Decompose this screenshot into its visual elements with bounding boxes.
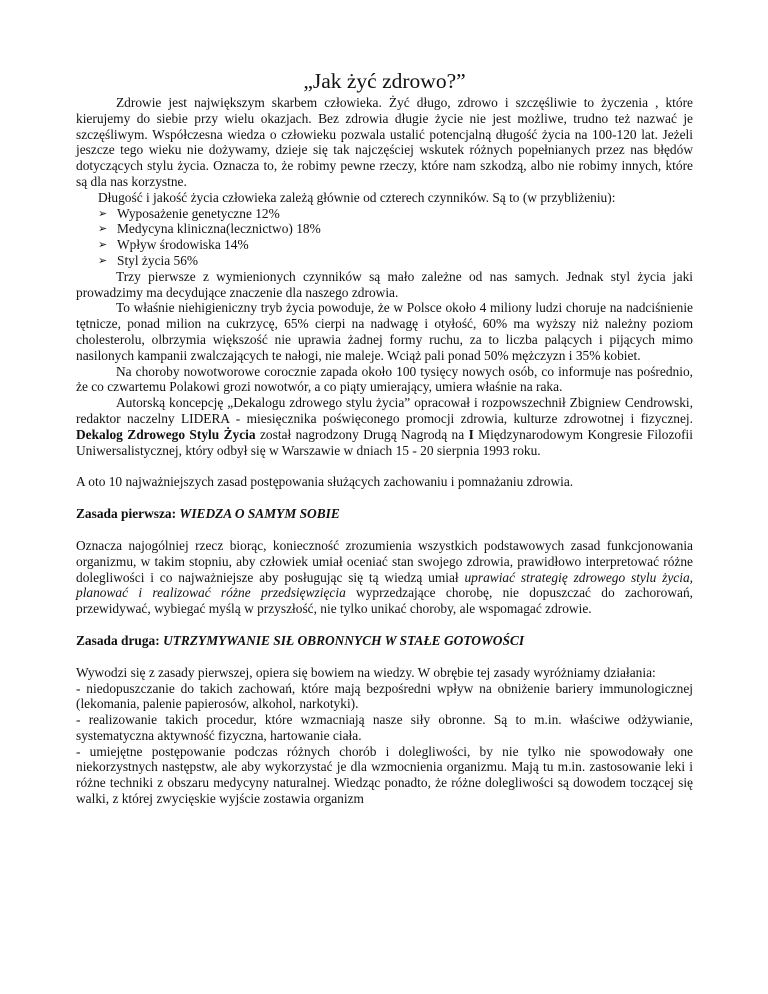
arrow-bullet-icon: ➢: [98, 253, 108, 267]
rule-2-item-2: - realizowanie takich procedur, które wzmacniają nasze siły obronne. Są to m.in. właściwe odżywianie, systematyczna aktywność fizyczna, hartowanie ciała.: [76, 712, 693, 743]
factors-list: [76, 206, 693, 269]
page-title: „Jak żyć zdrowo?”: [303, 69, 466, 93]
rule-1-text: Oznacza najogólniej rzecz biorąc, konieczność zrozumienia wszystkich podstawowych zasad funkcjonowania organizmu, w takim stopniu, aby człowiek umiał oceniać stan swojego zdrowia, prawidłowo interpretować różne dolegliwości i co najważniejsze aby posługując się tą wiedzą umiał uprawiać strategię zdrowego stylu życia, planować i realizować różne przedsięwzięcia wyprzedzające chorobę, nie dopuszczać do zachorowań, przewidywać, wybiegać myślą w przyszłość, nie tylko unikać choroby, ale wspomagać zdrowie.: [76, 537, 693, 617]
list-item: ➢ Wpływ środowiska 14%: [98, 237, 249, 253]
rule-2-item-1: - niedopuszczanie do takich zachowań, które mają bezpośredni wpływ na obniżenie bariery immunologicznej (lekomania, palenie papierosów, alkohol, narkotyki).: [76, 680, 693, 712]
rule-1-heading: Zasada pierwsza: WIEDZA O SAMYM SOBIE: [76, 506, 340, 522]
arrow-bullet-icon: ➢: [98, 222, 108, 236]
list-item: ➢ Styl życia 56%: [98, 252, 199, 268]
rule-2-item-3: - umiejętne postępowanie podczas różnych chorób i dolegliwości, by nie tylko nie spowodowały one niekorzystnych następstw, ale aby wykorzystać je dla wzmocnienia organizmu. Mają tu m.in. zastosowanie leki i różne techniki z obszaru medycyny naturalnej. Wiedząc ponadto, że różne dolegliwości są dowodem toczącej się walki, z której zwycięskie wyjście zostawia organizm: [76, 743, 693, 807]
intro-paragraph-5: Na choroby nowotworowe corocznie zapada około 100 tysięcy nowych osób, co informuje nas pośrednio, że co czwartemu Polakowi grozi nowotwór, a co piąty umierający, umiera właśnie na raka.: [76, 363, 693, 395]
rule-2-heading: Zasada druga: UTRZYMYWANIE SIŁ OBRONNYCH W STAŁE GOTOWOŚCI: [76, 632, 525, 648]
intro-paragraph-6: Autorską koncepcję „Dekalogu zdrowego stylu życia” opracował i rozpowszechnił Zbigniew Cendrowski, redaktor naczelny LIDERA - miesięcznika poświęconego promocji zdrowia, kulturze zdrowotnej i fizycznej. Dekalog Zdrowego Stylu Życia został nagrodzony Drugą Nagrodą na I Międzynarodowym Kongresie Filozofii Uniwersalistycznej, który odbył się w Warszawie w dniach 15 - 20 sierpnia 1993 roku.: [76, 395, 693, 458]
dekalog-title: Dekalog Zdrowego Stylu Życia: [76, 426, 256, 442]
list-item: ➢ Wyposażenie genetyczne 12%: [98, 205, 280, 221]
intro-paragraph-3: Trzy pierwsze z wymienionych czynników są mało zależne od nas samych. Jednak styl życia jaki prowadzimy ma decydujące znaczenie dla naszego zdrowia.: [76, 268, 693, 300]
arrow-bullet-icon: ➢: [98, 206, 108, 220]
rules-intro: A oto 10 najważniejszych zasad postępowania służących zachowaniu i pomnażaniu zdrowia.: [76, 474, 574, 490]
intro-paragraph-2: Długość i jakość życia człowieka zależą głównie od czterech czynników. Są to (w przybliżeniu):: [98, 189, 616, 205]
intro-paragraph-1: Zdrowie jest największym skarbem człowieka. Żyć długo, zdrowo i szczęśliwie to życzenia , które kierujemy do siebie przy wielu okazjach. Bez zdrowia długie życie nie jest możliwe, trudno też nazwać je szczęśliwym. Współczesna wiedza o człowieku pozwala ustalić potencjalną długość życia na 100-120 lat. Jeżeli jeszcze tego wieku nie dożywamy, dzieje się tak najczęściej wskutek różnych popełnianych przez nas błędów dotyczących stylu życia. Oznacza to, że robimy pewne rzeczy, które nam szkodzą, albo nie robimy innych, które są dla nas korzystne.: [76, 95, 693, 189]
list-item: ➢ Medycyna kliniczna(lecznictwo) 18%: [98, 221, 321, 237]
arrow-bullet-icon: ➢: [98, 238, 108, 252]
intro-paragraph-4: To właśnie niehigieniczny tryb życia powoduje, że w Polsce około 4 miliony ludzi choruje na nadciśnienie tętnicze, ponad milion na cukrzycę, 65% cierpi na nadwagę i otyłość, 60% ma wyższy niż należny poziom cholesterolu, olbrzymia większość nie uprawia żadnej formy ruchu, za to liczba palących i pijących mimo nasilonych kampanii zwalczających te nałogi, nie maleje. Wciąż pali ponad 50% mężczyzn i 35% kobiet.: [76, 300, 693, 363]
rule-2-intro: Wywodzi się z zasady pierwszej, opiera się bowiem na wiedzy. W obrębie tej zasady wyróżniamy działania:: [76, 664, 656, 680]
